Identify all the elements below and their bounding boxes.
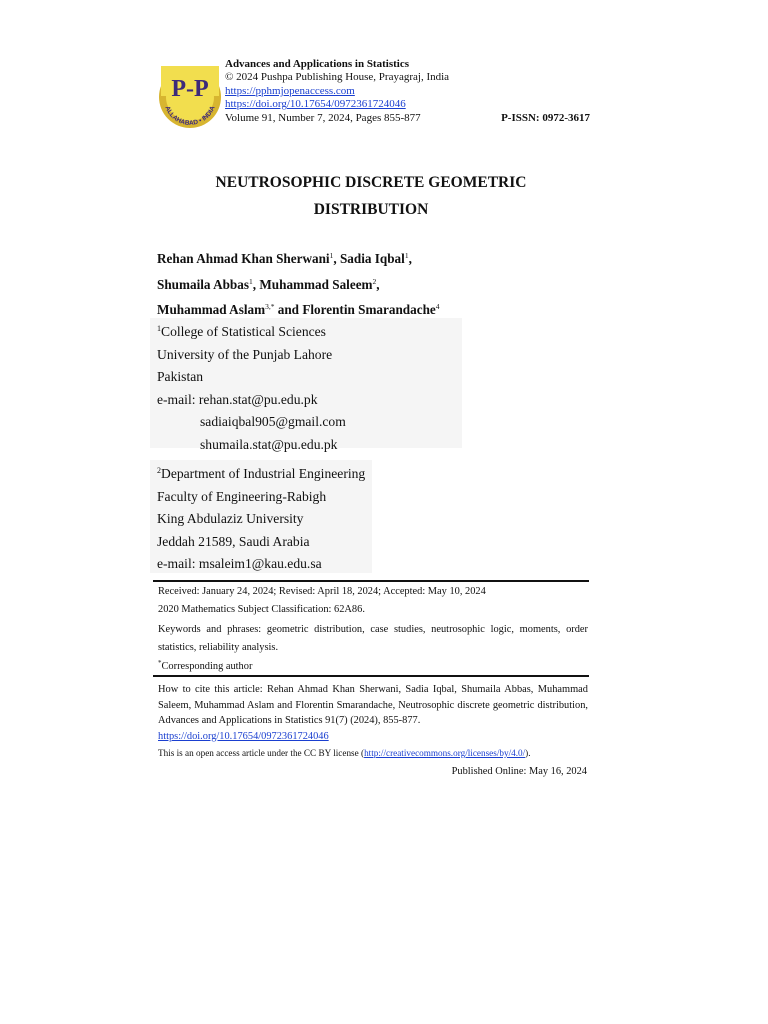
corresponding-note: *Corresponding author	[158, 659, 253, 672]
affiliation-line: Department of Industrial Engineering	[161, 466, 366, 481]
affiliation-line: College of Statistical Sciences	[161, 324, 326, 339]
author-separator: ,	[252, 276, 260, 292]
citation-doi-link[interactable]: https://doi.org/10.17654/0972361724046	[158, 730, 329, 742]
logo-ring-text: ALLAHABAD • INDIA	[163, 105, 217, 127]
affiliation-mark: 1	[157, 324, 161, 333]
affiliation-line: Faculty of Engineering-Rabigh	[157, 488, 327, 504]
author-affiliation-mark: 1	[329, 251, 334, 260]
author-separator: ,	[376, 276, 380, 292]
corresponding-mark: *	[158, 659, 162, 667]
affiliation-line: King Abdulaziz University	[157, 511, 304, 526]
paper-title-line-2: DISTRIBUTION	[313, 201, 429, 218]
author-list	[157, 245, 440, 322]
author-name: Muhammad Aslam	[157, 302, 266, 317]
journal-doi-link[interactable]: https://doi.org/10.17654/0972361724046	[225, 98, 406, 111]
license-link[interactable]: http://creativecommons.org/licenses/by/4.0/	[364, 748, 526, 758]
email-label: e-mail:	[157, 556, 199, 571]
publisher-logo	[157, 60, 223, 130]
author-name: Rehan Ahmad Khan Sherwani	[157, 251, 330, 266]
author-name: Florentin Smarandache	[302, 302, 436, 317]
author-name: Muhammad Saleem	[259, 276, 373, 292]
author-name: Sadia Iqbal	[339, 251, 405, 266]
msc-classification: 2020 Mathematics Subject Classification: 62A86.	[158, 604, 365, 615]
author-separator: ,	[333, 251, 340, 266]
email-address: sadiaiqbal905@gmail.com	[200, 414, 346, 429]
email-label: e-mail:	[157, 391, 199, 407]
journal-url-link[interactable]: https://pphmjopenaccess.com	[225, 84, 355, 97]
author-separator: ,	[408, 251, 412, 266]
author-separator: and	[274, 302, 303, 317]
affiliation-line: University of the Punjab Lahore	[157, 346, 333, 362]
author-affiliation-mark: 2	[372, 276, 377, 286]
paper-title-line-1: NEUTROSOPHIC DISCRETE GEOMETRIC	[215, 174, 527, 191]
email-address: msaleim1@kau.edu.sa	[198, 556, 322, 571]
divider	[153, 675, 589, 677]
author-affiliation-mark: 1	[249, 276, 253, 286]
author-affiliation-mark: 1	[404, 251, 409, 260]
affiliation-mark: 2	[157, 466, 161, 475]
how-to-cite	[158, 682, 588, 744]
license-note: This is an open access article under the CC BY license (http://creativecommons.org/licenses/by/4.0/).	[158, 748, 531, 758]
journal-header	[225, 58, 590, 125]
journal-volume: Volume 91, Number 7, 2024, Pages 855-877	[225, 111, 421, 124]
journal-issn: P-ISSN: 0972-3617	[501, 111, 590, 124]
keywords: Keywords and phrases: geometric distribution, case studies, neutrosophic logic, moments, order statistics, reliability analysis.	[158, 624, 588, 653]
author-affiliation-mark: 3,*	[265, 302, 275, 311]
author-name: Shumaila Abbas	[157, 276, 249, 292]
email-address: rehan.stat@pu.edu.pk	[198, 391, 318, 407]
affiliation-2	[150, 460, 372, 573]
citation-text: How to cite this article: Rehan Ahmad Khan Sherwani, Sadia Iqbal, Shumaila Abbas, Muhammad Saleem, Muhammad Aslam and Florentin Smarandache, Neutrosophic discrete geometric distribution, Advances and Applications in Statistics 91(7) (2024), 855-877.	[158, 684, 588, 726]
affiliation-1	[150, 318, 462, 452]
email-address: shumaila.stat@pu.edu.pk	[200, 436, 338, 452]
journal-name: Advances and Applications in Statistics	[225, 58, 409, 70]
journal-copyright: © 2024 Pushpa Publishing House, Prayagraj, India	[225, 71, 450, 84]
logo-mark: P-P	[171, 76, 209, 102]
affiliation-line: Jeddah 21589, Saudi Arabia	[157, 533, 310, 549]
divider	[153, 580, 589, 582]
author-affiliation-mark: 4	[435, 302, 440, 311]
article-dates: Received: January 24, 2024; Revised: April 18, 2024; Accepted: May 10, 2024	[158, 586, 486, 597]
published-online: Published Online: May 16, 2024	[451, 766, 587, 777]
affiliation-line: Pakistan	[157, 369, 204, 384]
